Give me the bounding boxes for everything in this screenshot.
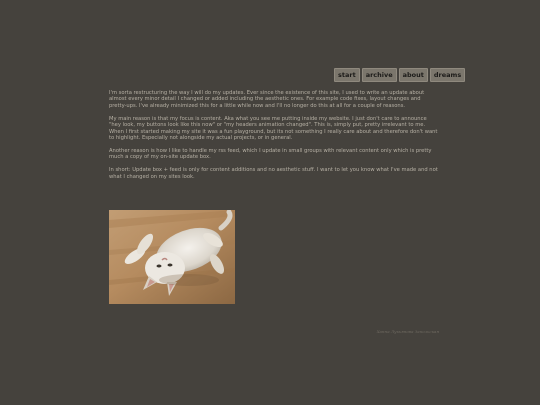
cat-photo (109, 210, 235, 304)
post-paragraph-3: Another reason is how I like to handle my rss feed, which I update in small groups with relevant content only which is pretty much a copy of my on-site update box. (109, 147, 432, 161)
nav-archive-button[interactable]: archive (362, 68, 397, 82)
nav-dreams-button[interactable]: dreams (430, 68, 465, 82)
nav-about-button[interactable]: about (399, 68, 428, 82)
footer-signature: Ханна Лукьянова Запольская (376, 329, 439, 334)
post-paragraph-4: In short: Update box + feed is only for content additions and no aesthetic stuff. I want to let you know what I've made and not what I changed on my sites look. (109, 167, 438, 180)
main-nav (334, 68, 465, 82)
nav-start-button[interactable]: start (334, 68, 360, 82)
post-paragraph-2: My main reason is that my focus is content. Aka what you see me putting inside my website. I just don't care to announce "hey look, my buttons look like this now" or "my headers animation changed". This is, simply put, pretty irrelevant to me. When I first started making my site it was a fun playground, but its not something I really care about and therefore don't want to highlight. Especially not alongside my actual projects, or in general. (109, 115, 438, 141)
post-paragraph-1: I'm sorta restructuring the way I will do my updates. Ever since the existence of this site, I used to write an update about almost every minor detail I changed or added including the aesthetic ones. For example code fixes, layout changes and pretty-ups. I've already minimized this for a little while now and I'll no longer do this at all for a couple of reasons. (109, 90, 425, 109)
post-content (109, 90, 439, 186)
